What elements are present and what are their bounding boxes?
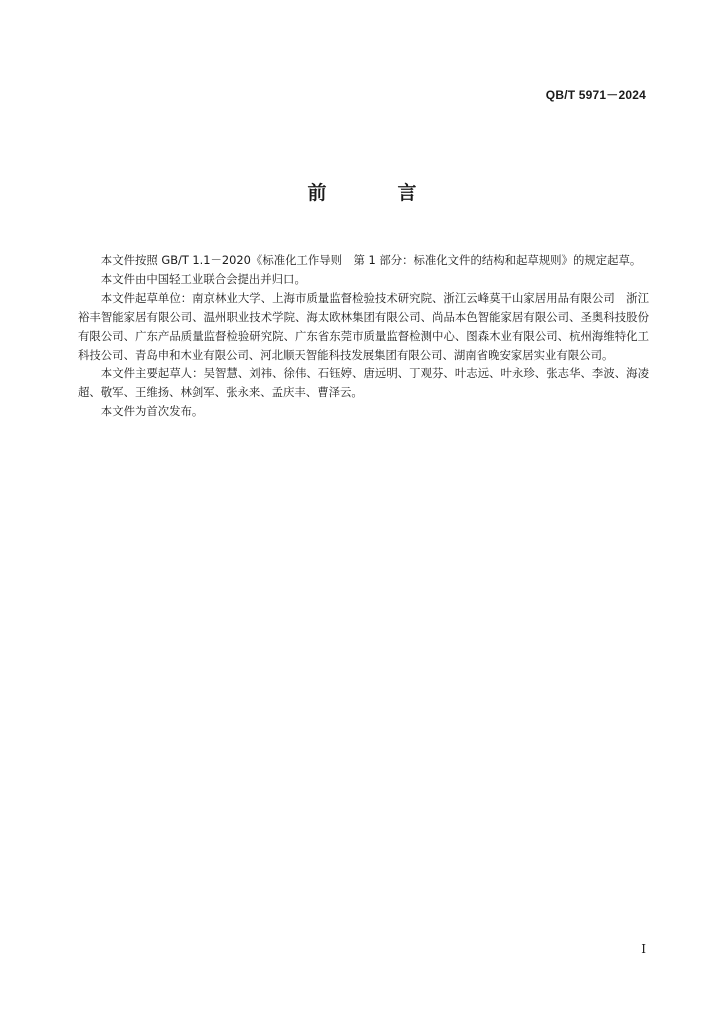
- paragraph-main-drafters: 本文件主要起草人：吴智慧、刘祎、徐伟、石钰婷、唐远明、丁观芬、叶志远、叶永珍、张志华、李波、海凌超、敬军、王维扬、林剑军、张永来、孟庆丰、曹泽云。: [78, 366, 649, 400]
- standard-code: QB/T 5971－2024: [545, 88, 646, 102]
- paragraph-first-release: 本文件为首次发布。: [100, 404, 204, 419]
- paragraph-drafting-units: 本文件起草单位：南京林业大学、上海市质量监督检验技术研究院、浙江云峰莫干山家居用品有限公司 浙江裕丰智能家居有限公司、温州职业技术学院、海太欧林集团有限公司、尚品本色智能家居有限公司、圣奥科技股份有限公司、广东产品质量监督检验研究院、广东省东莞市质量监督检测中心、图森木业有限公司、杭州海维特化工科技公司、青岛申和木业有限公司、河北顺天智能科技发展集团有限公司、湖南省晚安家居实业有限公司。: [78, 290, 649, 362]
- paragraph-proposer: 本文件由中国轻工业联合会提出并归口。: [100, 271, 306, 286]
- preface-body: [78, 251, 649, 421]
- paragraph-drafting-rules: 本文件按照 GB/T 1.1－2020《标准化工作导则 第 1 部分：标准化文件的结构和起草规则》的规定起草。: [100, 253, 642, 267]
- page-number: I: [641, 942, 646, 956]
- page-title: 前 言: [307, 182, 443, 204]
